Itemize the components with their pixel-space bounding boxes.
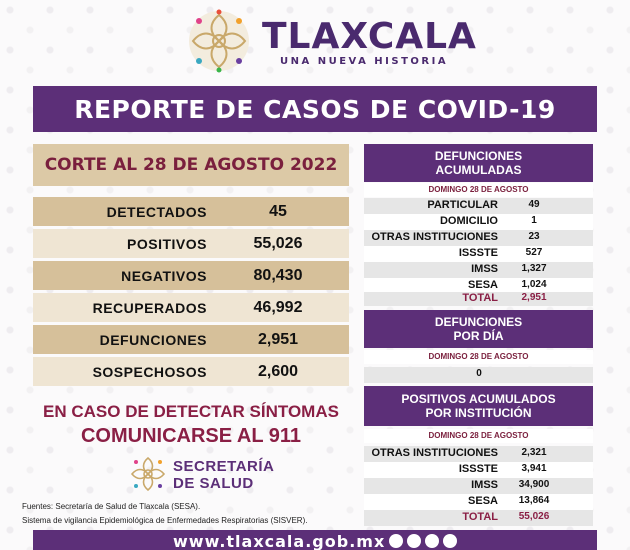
instagram-icon[interactable]	[425, 534, 439, 548]
table-row	[364, 214, 593, 230]
callout-symptoms: EN CASO DE DETECTAR SÍNTOMAS	[43, 402, 339, 421]
stat-row-negativos	[33, 261, 349, 290]
panel-date: DOMINGO 28 DE AGOSTO	[364, 429, 593, 443]
brand-title: TLAXCALA	[262, 16, 477, 57]
row-value: 1,024	[521, 279, 547, 290]
defunciones-dia-header	[364, 310, 593, 348]
row-value: 2,951	[521, 292, 547, 303]
stat-label: DEFUNCIONES	[99, 331, 207, 348]
stat-value: 80,430	[253, 266, 303, 284]
source-sesa: Fuentes: Secretaría de Salud de Tlaxcala (SESA).	[22, 502, 201, 511]
facebook-icon[interactable]	[389, 534, 403, 548]
report-banner	[33, 86, 597, 132]
tlaxcala-logo-icon	[186, 8, 252, 74]
cut-date-header	[33, 144, 349, 186]
row-label: SESA	[468, 279, 498, 291]
stat-label: DETECTADOS	[106, 203, 207, 220]
stat-value: 55,026	[253, 234, 303, 252]
callout-911: COMUNICARSE AL 911	[80, 425, 302, 447]
salud-line2: DE SALUD	[173, 475, 254, 492]
stat-row-recuperados	[33, 293, 349, 322]
report-title: REPORTE DE CASOS DE COVID-19	[74, 94, 556, 124]
stat-row-sospechosos	[33, 357, 349, 386]
youtube-icon[interactable]	[443, 534, 457, 548]
row-value: 2,321	[521, 447, 547, 458]
stat-label: POSITIVOS	[127, 235, 207, 252]
row-value: 34,900	[518, 479, 550, 490]
stat-label: RECUPERADOS	[92, 299, 207, 316]
stat-row-positivos	[33, 229, 349, 258]
footer-bar	[33, 530, 597, 550]
panel-title-line2: POR INSTITUCIÓN	[425, 406, 532, 420]
table-row	[364, 478, 593, 494]
defunciones-dia-row	[364, 367, 593, 383]
brand-subtitle: UNA NUEVA HISTORIA	[280, 56, 449, 67]
stat-label: NEGATIVOS	[121, 267, 207, 284]
secretaria-salud-logo-icon	[128, 454, 168, 494]
twitter-icon[interactable]	[407, 534, 421, 548]
row-label: TOTAL	[462, 511, 498, 523]
source-sisver: Sistema de vigilancia Epidemiológica de Enfermedades Respiratorias (SISVER).	[22, 516, 308, 525]
row-label: PARTICULAR	[427, 199, 498, 211]
panel-date: DOMINGO 28 DE AGOSTO	[364, 183, 593, 197]
row-value: 49	[528, 199, 540, 210]
panel-title-line1: DEFUNCIONES	[434, 315, 523, 329]
row-label: ISSSTE	[458, 463, 498, 475]
table-row	[364, 230, 593, 246]
row-label: ISSSTE	[458, 247, 498, 259]
row-value: 3,941	[521, 463, 547, 474]
row-label: DOMICILIO	[439, 215, 498, 227]
cut-date: CORTE AL 28 DE AGOSTO 2022	[44, 155, 338, 175]
table-row	[364, 246, 593, 262]
row-value: 13,864	[518, 495, 550, 506]
website-link[interactable]: www.tlaxcala.gob.mx	[173, 532, 386, 550]
row-value: 23	[528, 231, 540, 242]
stat-row-detectados	[33, 197, 349, 226]
table-row-total	[364, 510, 593, 526]
table-row-total	[364, 292, 593, 306]
table-row	[364, 262, 593, 278]
table-row	[364, 494, 593, 510]
row-value: 527	[525, 247, 543, 258]
row-label: OTRAS INSTITUCIONES	[371, 231, 498, 243]
panel-title-line1: POSITIVOS ACUMULADOS	[401, 392, 556, 406]
panel-title-line2: POR DÍA	[453, 329, 504, 343]
defunciones-acumuladas-header	[364, 144, 593, 182]
stat-row-defunciones	[33, 325, 349, 354]
row-label: SESA	[468, 495, 498, 507]
table-row	[364, 198, 593, 214]
panel-title-line1: DEFUNCIONES	[434, 149, 523, 163]
row-value: 1	[531, 215, 537, 226]
row-label: IMSS	[471, 479, 498, 491]
stat-label: SOSPECHOSOS	[92, 363, 207, 380]
stat-value: 2,600	[257, 362, 299, 380]
panel-date: DOMINGO 28 DE AGOSTO	[364, 350, 593, 364]
stat-value: 45	[269, 202, 287, 220]
table-row	[364, 446, 593, 462]
salud-line1: SECRETARÍA	[173, 458, 275, 475]
table-row	[364, 462, 593, 478]
row-label: IMSS	[471, 263, 498, 275]
panel-title-line2: ACUMULADAS	[435, 163, 522, 177]
row-value: 55,026	[518, 511, 550, 522]
row-label: OTRAS INSTITUCIONES	[371, 447, 498, 459]
row-label: TOTAL	[462, 292, 498, 304]
positivos-institucion-header	[364, 386, 593, 426]
row-value: 1,327	[521, 263, 547, 274]
stat-value: 2,951	[257, 330, 299, 348]
row-value: 0	[476, 368, 482, 379]
stat-value: 46,992	[253, 298, 303, 316]
